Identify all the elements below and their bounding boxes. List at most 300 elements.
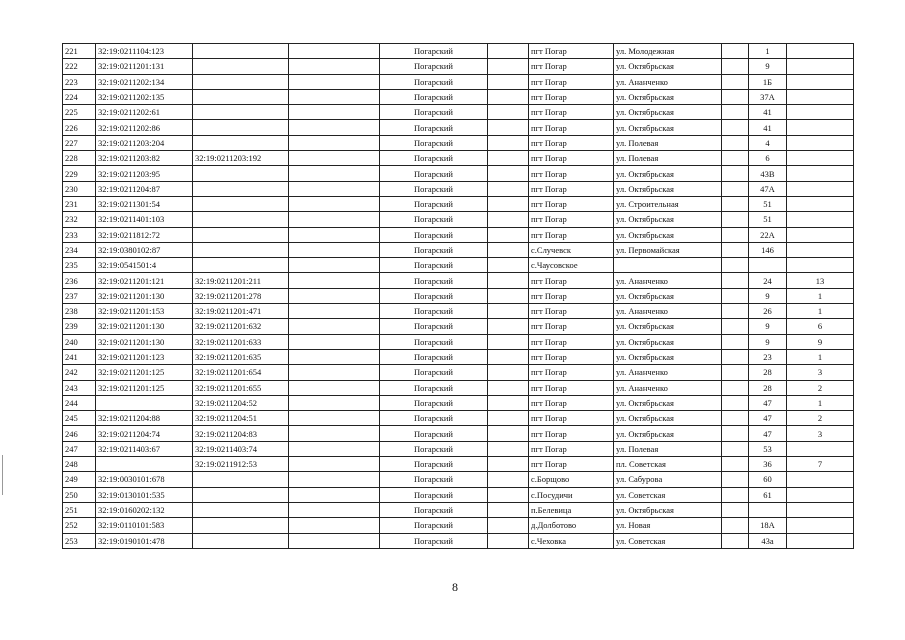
district-cell: Погарский [380,426,488,441]
house-number-cell: 28 [749,380,787,395]
empty-cell [488,533,529,548]
house-number-cell: 47 [749,411,787,426]
empty-cell [289,502,380,517]
cadastral-number-cell: 32:19:0211202:135 [96,89,193,104]
house-number-cell: 9 [749,319,787,334]
locality-cell: пгт Погар [529,426,614,441]
row-number-cell: 235 [63,258,96,273]
row-number-cell: 227 [63,135,96,150]
empty-cell [289,258,380,273]
table-row [63,74,854,89]
empty-cell [289,395,380,410]
table-row [63,135,854,150]
house-number-cell: 146 [749,242,787,257]
empty-cell [289,426,380,441]
row-number-cell: 228 [63,151,96,166]
room-cadastral-number-cell: 32:19:0211204:52 [193,395,289,410]
row-number-cell: 243 [63,380,96,395]
house-number-cell: 51 [749,212,787,227]
cadastral-number-cell: 32:19:0211204:88 [96,411,193,426]
street-cell: ул. Первомайская [614,242,722,257]
empty-cell [722,319,749,334]
street-cell: ул. Ананченко [614,74,722,89]
apartment-number-cell: 1 [787,395,854,410]
table-row [63,44,854,59]
house-number-cell: 18А [749,518,787,533]
empty-cell [488,181,529,196]
row-number-cell: 238 [63,304,96,319]
house-number-cell: 1 [749,44,787,59]
room-cadastral-number-cell: 32:19:0211204:51 [193,411,289,426]
empty-cell [289,135,380,150]
empty-cell [488,502,529,517]
locality-cell: с.Посудичи [529,487,614,502]
empty-cell [289,304,380,319]
cadastral-number-cell [96,457,193,472]
empty-cell [722,59,749,74]
district-cell: Погарский [380,319,488,334]
locality-cell: с.Чаусовское [529,258,614,273]
empty-cell [488,105,529,120]
empty-cell [488,365,529,380]
table-row [63,502,854,517]
district-cell: Погарский [380,457,488,472]
empty-cell [722,273,749,288]
locality-cell: пгт Погар [529,74,614,89]
room-cadastral-number-cell: 32:19:0211201:471 [193,304,289,319]
cadastral-number-cell: 32:19:0130101:535 [96,487,193,502]
locality-cell: пгт Погар [529,151,614,166]
room-cadastral-number-cell: 32:19:0211201:655 [193,380,289,395]
street-cell: ул. Октябрьская [614,105,722,120]
house-number-cell: 41 [749,120,787,135]
empty-cell [488,457,529,472]
district-cell: Погарский [380,89,488,104]
empty-cell [488,212,529,227]
empty-cell [722,426,749,441]
apartment-number-cell: 3 [787,426,854,441]
empty-cell [289,242,380,257]
house-number-cell: 47А [749,181,787,196]
apartment-number-cell: 1 [787,349,854,364]
cadastral-number-cell: 32:19:0541501:4 [96,258,193,273]
apartment-number-cell [787,441,854,456]
row-number-cell: 245 [63,411,96,426]
cadastral-number-cell: 32:19:0211201:130 [96,319,193,334]
empty-cell [722,212,749,227]
cadastral-number-cell: 32:19:0211201:123 [96,349,193,364]
house-number-cell: 53 [749,441,787,456]
empty-cell [488,349,529,364]
district-cell: Погарский [380,518,488,533]
empty-cell [488,518,529,533]
locality-cell: с.Борщово [529,472,614,487]
empty-cell [722,120,749,135]
empty-cell [488,304,529,319]
row-number-cell: 223 [63,74,96,89]
apartment-number-cell [787,181,854,196]
empty-cell [488,288,529,303]
apartment-number-cell [787,487,854,502]
empty-cell [722,242,749,257]
room-cadastral-number-cell [193,89,289,104]
empty-cell [289,166,380,181]
room-cadastral-number-cell: 32:19:0211201:211 [193,273,289,288]
empty-cell [289,533,380,548]
district-cell: Погарский [380,212,488,227]
apartment-number-cell [787,135,854,150]
street-cell: ул. Октябрьская [614,349,722,364]
empty-cell [722,44,749,59]
table-row [63,411,854,426]
locality-cell: пгт Погар [529,227,614,242]
room-cadastral-number-cell: 32:19:0211403:74 [193,441,289,456]
cadastral-number-cell: 32:19:0211204:74 [96,426,193,441]
street-cell: ул. Советская [614,487,722,502]
room-cadastral-number-cell [193,196,289,211]
street-cell: ул. Октябрьская [614,319,722,334]
district-cell: Погарский [380,502,488,517]
empty-cell [722,258,749,273]
district-cell: Погарский [380,59,488,74]
locality-cell: пгт Погар [529,441,614,456]
house-number-cell: 47 [749,426,787,441]
district-cell: Погарский [380,227,488,242]
street-cell: ул. Ананченко [614,273,722,288]
street-cell: ул. Октябрьская [614,181,722,196]
house-number-cell: 41 [749,105,787,120]
locality-cell: пгт Погар [529,120,614,135]
apartment-number-cell [787,227,854,242]
room-cadastral-number-cell [193,227,289,242]
table-row [63,227,854,242]
row-number-cell: 244 [63,395,96,410]
street-cell: ул. Октябрьская [614,212,722,227]
room-cadastral-number-cell: 32:19:0211912:53 [193,457,289,472]
empty-cell [289,411,380,426]
table-row [63,319,854,334]
empty-cell [289,89,380,104]
row-number-cell: 253 [63,533,96,548]
registry-table-body [63,44,854,549]
street-cell: ул. Октябрьская [614,59,722,74]
room-cadastral-number-cell: 32:19:0211201:278 [193,288,289,303]
room-cadastral-number-cell [193,105,289,120]
empty-cell [722,74,749,89]
locality-cell: пгт Погар [529,181,614,196]
empty-cell [488,196,529,211]
house-number-cell: 22А [749,227,787,242]
table-row [63,59,854,74]
empty-cell [722,227,749,242]
house-number-cell: 9 [749,334,787,349]
room-cadastral-number-cell [193,212,289,227]
apartment-number-cell [787,258,854,273]
locality-cell: д.Долботово [529,518,614,533]
street-cell: ул. Ананченко [614,380,722,395]
empty-cell [289,457,380,472]
empty-cell [488,426,529,441]
apartment-number-cell: 1 [787,304,854,319]
apartment-number-cell: 2 [787,411,854,426]
empty-cell [488,166,529,181]
street-cell: ул. Октябрьская [614,411,722,426]
room-cadastral-number-cell [193,472,289,487]
house-number-cell: 1Б [749,74,787,89]
street-cell: ул. Октябрьская [614,89,722,104]
table-row [63,151,854,166]
locality-cell: пгт Погар [529,166,614,181]
table-row [63,457,854,472]
district-cell: Погарский [380,533,488,548]
empty-cell [722,395,749,410]
street-cell: ул. Октябрьская [614,502,722,517]
district-cell: Погарский [380,487,488,502]
empty-cell [289,151,380,166]
empty-cell [488,135,529,150]
locality-cell: пгт Погар [529,135,614,150]
empty-cell [289,380,380,395]
room-cadastral-number-cell [193,487,289,502]
district-cell: Погарский [380,151,488,166]
cadastral-number-cell: 32:19:0211403:67 [96,441,193,456]
table-row [63,304,854,319]
house-number-cell: 6 [749,151,787,166]
row-number-cell: 222 [63,59,96,74]
house-number-cell: 36 [749,457,787,472]
district-cell: Погарский [380,166,488,181]
room-cadastral-number-cell [193,44,289,59]
row-number-cell: 231 [63,196,96,211]
table-row [63,89,854,104]
room-cadastral-number-cell: 32:19:0211201:633 [193,334,289,349]
row-number-cell: 239 [63,319,96,334]
empty-cell [289,59,380,74]
district-cell: Погарский [380,44,488,59]
room-cadastral-number-cell [193,59,289,74]
cadastral-number-cell: 32:19:0211203:204 [96,135,193,150]
street-cell: ул. Полевая [614,151,722,166]
apartment-number-cell: 3 [787,365,854,380]
table-row [63,533,854,548]
district-cell: Погарский [380,196,488,211]
empty-cell [289,227,380,242]
table-row [63,380,854,395]
street-cell: ул. Октябрьская [614,120,722,135]
apartment-number-cell [787,472,854,487]
row-number-cell: 229 [63,166,96,181]
room-cadastral-number-cell [193,135,289,150]
apartment-number-cell: 13 [787,273,854,288]
cadastral-number-cell: 32:19:0211104:123 [96,44,193,59]
row-number-cell: 233 [63,227,96,242]
house-number-cell: 23 [749,349,787,364]
empty-cell [722,441,749,456]
empty-cell [722,349,749,364]
district-cell: Погарский [380,105,488,120]
row-number-cell: 242 [63,365,96,380]
table-row [63,196,854,211]
house-number-cell: 26 [749,304,787,319]
room-cadastral-number-cell [193,181,289,196]
house-number-cell: 43В [749,166,787,181]
apartment-number-cell [787,74,854,89]
apartment-number-cell [787,59,854,74]
empty-cell [488,273,529,288]
empty-cell [722,89,749,104]
table-row [63,441,854,456]
table-row [63,288,854,303]
row-number-cell: 224 [63,89,96,104]
cadastral-number-cell: 32:19:0380102:87 [96,242,193,257]
locality-cell: с.Случевск [529,242,614,257]
street-cell: ул. Ананченко [614,304,722,319]
locality-cell: пгт Погар [529,105,614,120]
locality-cell: пгт Погар [529,380,614,395]
row-number-cell: 248 [63,457,96,472]
row-number-cell: 240 [63,334,96,349]
district-cell: Погарский [380,120,488,135]
room-cadastral-number-cell [193,502,289,517]
district-cell: Погарский [380,288,488,303]
street-cell: ул. Молодежная [614,44,722,59]
empty-cell [488,151,529,166]
empty-cell [488,441,529,456]
locality-cell: пгт Погар [529,288,614,303]
street-cell: ул. Октябрьская [614,334,722,349]
empty-cell [722,411,749,426]
house-number-cell: 28 [749,365,787,380]
room-cadastral-number-cell [193,166,289,181]
cadastral-number-cell: 32:19:0211201:130 [96,288,193,303]
locality-cell: пгт Погар [529,334,614,349]
table-row [63,334,854,349]
registry-table [62,43,854,549]
empty-cell [289,212,380,227]
apartment-number-cell: 6 [787,319,854,334]
empty-cell [289,365,380,380]
empty-cell [289,349,380,364]
cadastral-number-cell: 32:19:0211204:87 [96,181,193,196]
room-cadastral-number-cell [193,74,289,89]
empty-cell [722,472,749,487]
cadastral-number-cell: 32:19:0160202:132 [96,502,193,517]
empty-cell [289,105,380,120]
empty-cell [722,365,749,380]
cadastral-number-cell: 32:19:0211203:95 [96,166,193,181]
cadastral-number-cell: 32:19:0030101:678 [96,472,193,487]
empty-cell [722,487,749,502]
empty-cell [289,196,380,211]
row-number-cell: 234 [63,242,96,257]
district-cell: Погарский [380,242,488,257]
district-cell: Погарский [380,74,488,89]
locality-cell: пгт Погар [529,273,614,288]
empty-cell [722,334,749,349]
apartment-number-cell [787,242,854,257]
empty-cell [289,74,380,89]
empty-cell [488,44,529,59]
room-cadastral-number-cell [193,518,289,533]
house-number-cell [749,258,787,273]
table-row [63,120,854,135]
room-cadastral-number-cell [193,533,289,548]
apartment-number-cell [787,105,854,120]
street-cell: ул. Октябрьская [614,166,722,181]
room-cadastral-number-cell: 32:19:0211201:632 [193,319,289,334]
empty-cell [488,380,529,395]
street-cell: ул. Октябрьская [614,288,722,303]
row-number-cell: 230 [63,181,96,196]
empty-cell [289,44,380,59]
apartment-number-cell: 2 [787,380,854,395]
table-row [63,365,854,380]
apartment-number-cell [787,44,854,59]
locality-cell: пгт Погар [529,395,614,410]
table-row [63,166,854,181]
empty-cell [488,411,529,426]
district-cell: Погарский [380,273,488,288]
empty-cell [488,319,529,334]
empty-cell [722,288,749,303]
table-row [63,487,854,502]
locality-cell: пгт Погар [529,365,614,380]
empty-cell [488,74,529,89]
district-cell: Погарский [380,135,488,150]
cadastral-number-cell: 32:19:0211401:103 [96,212,193,227]
apartment-number-cell: 1 [787,288,854,303]
empty-cell [722,151,749,166]
page-number: 8 [452,580,458,594]
apartment-number-cell: 7 [787,457,854,472]
room-cadastral-number-cell: 32:19:0211201:654 [193,365,289,380]
street-cell: ул. Новая [614,518,722,533]
empty-cell [488,472,529,487]
cadastral-number-cell: 32:19:0211201:153 [96,304,193,319]
locality-cell: пгт Погар [529,349,614,364]
house-number-cell: 24 [749,273,787,288]
row-number-cell: 251 [63,502,96,517]
street-cell: ул. Октябрьская [614,426,722,441]
cadastral-number-cell: 32:19:0211201:131 [96,59,193,74]
locality-cell: пгт Погар [529,196,614,211]
locality-cell: пгт Погар [529,457,614,472]
empty-cell [722,105,749,120]
empty-cell [289,441,380,456]
cadastral-number-cell: 32:19:0211201:130 [96,334,193,349]
empty-cell [488,242,529,257]
empty-cell [722,533,749,548]
apartment-number-cell [787,518,854,533]
locality-cell: пгт Погар [529,44,614,59]
empty-cell [289,288,380,303]
empty-cell [722,196,749,211]
street-cell: ул. Полевая [614,441,722,456]
empty-cell [488,334,529,349]
house-number-cell [749,502,787,517]
row-number-cell: 252 [63,518,96,533]
cadastral-number-cell: 32:19:0211812:72 [96,227,193,242]
district-cell: Погарский [380,181,488,196]
empty-cell [289,273,380,288]
room-cadastral-number-cell: 32:19:0211203:192 [193,151,289,166]
house-number-cell: 43а [749,533,787,548]
locality-cell: пгт Погар [529,59,614,74]
apartment-number-cell [787,89,854,104]
district-cell: Погарский [380,304,488,319]
cadastral-number-cell: 32:19:0211201:125 [96,380,193,395]
empty-cell [722,181,749,196]
